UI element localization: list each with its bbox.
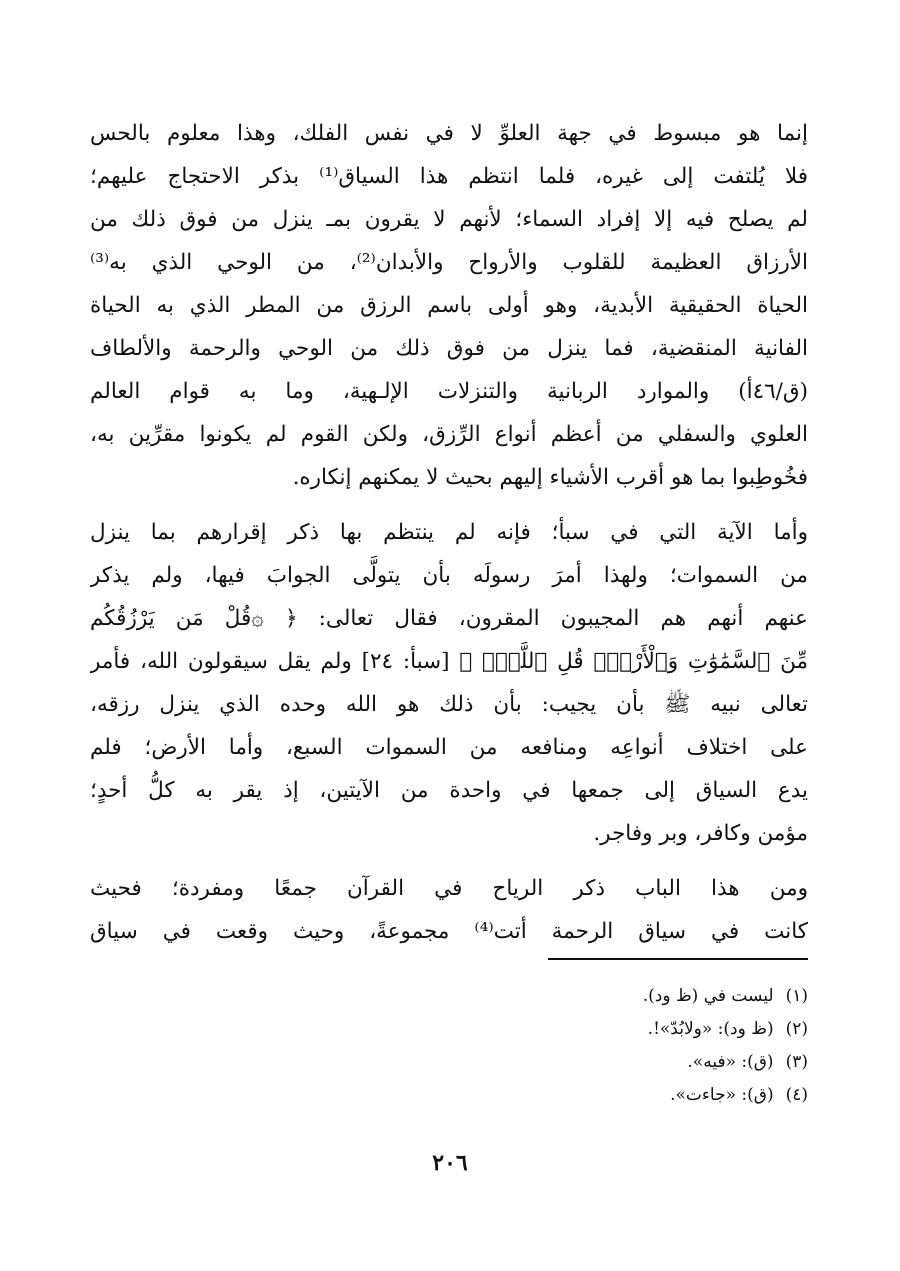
text-line: فلا يُلتفت إلى غيره، فلما انتظم هذا السياق⁽¹⁾ بذكر الاحتجاج عليهم؛ bbox=[90, 164, 808, 189]
footnote bbox=[90, 1079, 808, 1112]
text-line: الأرزاق العظيمة للقلوب والأرواح والأبدان⁽²⁾، من الوحي الذي به⁽³⁾ bbox=[90, 250, 808, 275]
footnote-number: (١) bbox=[785, 986, 808, 1006]
paragraph-gap bbox=[90, 855, 808, 867]
footnote-text: ليست في (ظ ود). bbox=[642, 986, 774, 1006]
text-line: على اختلاف أنواعِه ومنافعه من السموات السبع، وأما الأرض؛ فلم bbox=[90, 735, 808, 760]
main-text bbox=[90, 112, 808, 953]
text-line: من السموات؛ ولهذا أمرَ رسولَه بأن يتولَّى الجوابَ فيها، ولم يذكر bbox=[90, 563, 808, 588]
text-line: ومن هذا الباب ذكر الرياح في القرآن جمعًا ومفردة؛ فحيث bbox=[90, 876, 808, 901]
footnote-text: (ظ ود): «ولابُدّ»!. bbox=[647, 1019, 774, 1039]
text-line: تعالى نبيه ﷺ بأن يجيب: بأن ذلك هو الله وحده الذي ينزل رزقه، bbox=[90, 692, 808, 717]
footnote-number: (٢) bbox=[785, 1019, 808, 1039]
text-line: إنما هو مبسوط في جهة العلوِّ لا في نفس الفلك، وهذا معلوم بالحس bbox=[90, 121, 808, 146]
footnote bbox=[90, 1013, 808, 1046]
text-line: عنهم أنهم هم المجيبون المقرون، فقال تعالى: ﴿ ۞قُلْ مَن يَرْزُقُكُم bbox=[90, 606, 808, 631]
footnote-number: (٤) bbox=[785, 1085, 808, 1105]
text-line: الحياة الحقيقية الأبدية، وهو أولى باسم الرزق من المطر الذي به الحياة bbox=[90, 293, 808, 318]
text-line: كانت في سياق الرحمة أتت⁽⁴⁾ مجموعةً، وحيث وقعت في سياق bbox=[90, 919, 808, 944]
text-line: الفانية المنقضية، فما ينزل من فوق ذلك من الوحي والرحمة والألطاف bbox=[90, 336, 808, 361]
footnote-text: (ق): «فيه». bbox=[687, 1052, 774, 1072]
text-line: لم يصلح فيه إلا إفراد السماء؛ لأنهم لا يقرون بمـ ينزل من فوق ذلك من bbox=[90, 207, 808, 232]
text-line: مِّنَ ٱلسَّمَٰوَٰتِ وَٱلْأَرْضِۖ قُلِ ٱللَّهُۖ ﴾ [سبأ: ٢٤] ولم يقل سيقولون الله، فأمر bbox=[90, 649, 808, 674]
footnotes bbox=[90, 980, 808, 1112]
text-line: مؤمن وكافر، وبر وفاجر. bbox=[593, 821, 808, 846]
text-line: (ق/٤٦أ) والموارد الربانية والتنزلات الإلـهية، وما به قوام العالم bbox=[90, 379, 808, 404]
footnote bbox=[90, 1046, 808, 1079]
page-number: ٢٠٦ bbox=[432, 1150, 468, 1176]
footnote bbox=[90, 980, 808, 1013]
text-line: العلوي والسفلي من أعظم أنواع الرِّزق، ولكن القوم لم يكونوا مقرِّين به، bbox=[90, 422, 808, 447]
paragraph-gap bbox=[90, 499, 808, 511]
footnote-separator bbox=[548, 958, 808, 960]
footnote-number: (٣) bbox=[785, 1052, 808, 1072]
footnote-text: (ق): «جاءت». bbox=[670, 1085, 774, 1105]
text-line: وأما الآية التي في سبأ؛ فإنه لم ينتظم بها ذكر إقرارهم بما ينزل bbox=[90, 520, 808, 545]
text-line: يدع السياق إلى جمعها في واحدة من الآيتين، إذ يقر به كلُّ أحدٍ؛ bbox=[90, 778, 808, 803]
text-line: فخُوطِبوا بما هو أقرب الأشياء إليهم بحيث لا يمكنهم إنكاره. bbox=[292, 465, 808, 490]
